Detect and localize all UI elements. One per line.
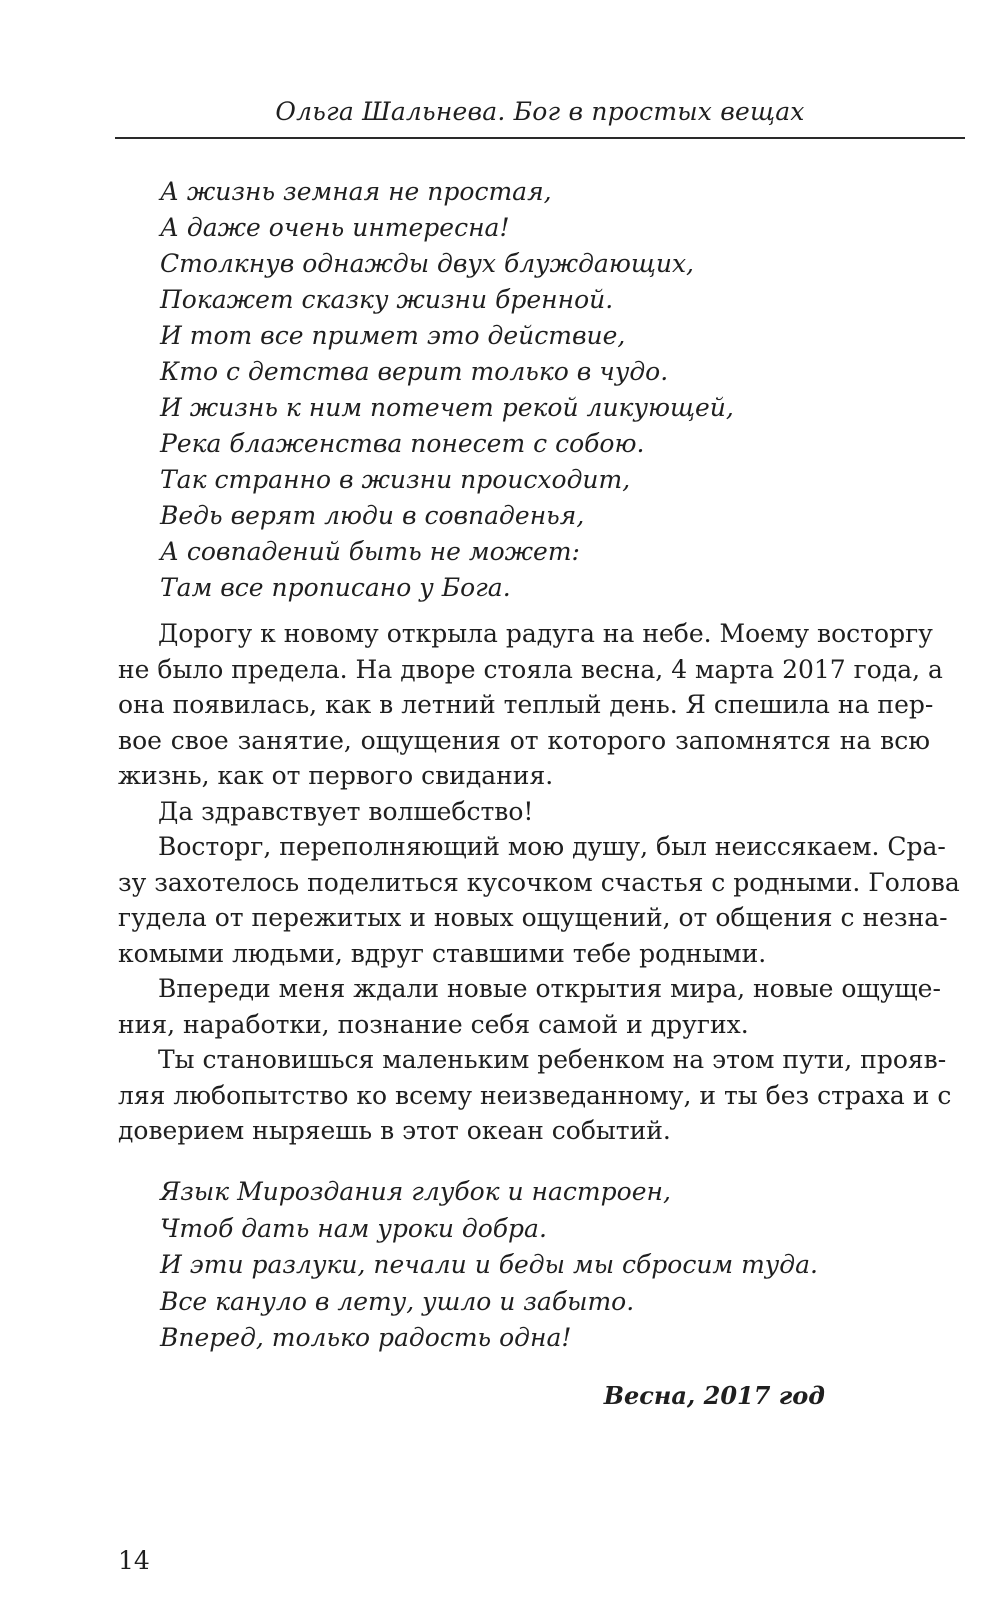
prose-line: Дорогу к новому открыла радуга на небе. Моему восторгу	[158, 619, 933, 648]
poem-line: Вперед, только радость одна!	[160, 1323, 572, 1353]
poem-line: Там все прописано у Бога.	[160, 573, 511, 602]
prose-line: зу захотелось поделиться кусочком счастья с родными. Голова	[118, 867, 960, 897]
prose-line: доверием ныряешь в этот океан событий.	[118, 1116, 671, 1145]
page-number: 14	[118, 1546, 150, 1575]
prose-line: Восторг, переполняющий мою душу, был неиссякаем. Сра-	[158, 832, 946, 861]
prose-line: ния, наработки, познание себя самой и других.	[118, 1009, 749, 1039]
poem-line: Все кануло в лету, ушло и забыто.	[160, 1286, 635, 1316]
prose-line: гудела от пережитых и новых ощущений, от общения с незна-	[118, 903, 948, 932]
poem-line: Река блаженства понесет с собою.	[160, 429, 645, 458]
poem-1	[160, 174, 920, 606]
poem-line: Столкнув однажды двух блуждающих,	[160, 249, 695, 278]
prose-line: Впереди меня ждали новые открытия мира, новые ощуще-	[158, 974, 941, 1003]
prose-line: комыми людьми, вдруг ставшими тебе родными.	[118, 938, 767, 968]
header-rule	[115, 137, 965, 139]
prose-line: вое свое занятие, ощущения от которого запомнятся на всю	[118, 725, 930, 755]
poem-line: И жизнь к ним потечет рекой ликующей,	[160, 393, 734, 422]
poem-2	[160, 1174, 920, 1357]
poem-line: Покажет сказку жизни бренной.	[160, 285, 614, 314]
poem-line: А совпадений быть не может:	[160, 537, 580, 566]
running-header: Ольга Шальнева. Бог в простых вещах	[275, 97, 805, 126]
prose-line: жизнь, как от первого свидания.	[118, 761, 554, 790]
poem-line: Язык Мироздания глубок и настроен,	[160, 1177, 671, 1206]
prose-line: ляя любопытство ко всему неизведанному, и ты без страха и с	[118, 1080, 952, 1110]
poem-line: И эти разлуки, печали и беды мы сбросим туда.	[160, 1250, 818, 1280]
poem-line: Кто с детства верит только в чудо.	[160, 357, 669, 386]
prose-body	[118, 616, 960, 1149]
poem-line: И тот все примет это действие,	[160, 321, 626, 350]
prose-line: Да здравствует волшебство!	[158, 796, 534, 826]
date-signature: Весна, 2017 год	[603, 1381, 825, 1410]
poem-line: Так странно в жизни происходит,	[160, 465, 631, 494]
prose-line: не было предела. На дворе стояла весна, 4 марта 2017 года, а	[118, 654, 943, 684]
poem-line: Чтоб дать нам уроки добра.	[160, 1213, 547, 1243]
prose-line: Ты становишься маленьким ребенком на этом пути, прояв-	[158, 1045, 947, 1074]
poem-line: Ведь верят люди в совпаденья,	[160, 501, 585, 530]
poem-line: А даже очень интересна!	[160, 213, 510, 242]
prose-line: она появилась, как в летний теплый день. Я спешила на пер-	[118, 690, 934, 719]
poem-line: А жизнь земная не простая,	[160, 177, 552, 206]
